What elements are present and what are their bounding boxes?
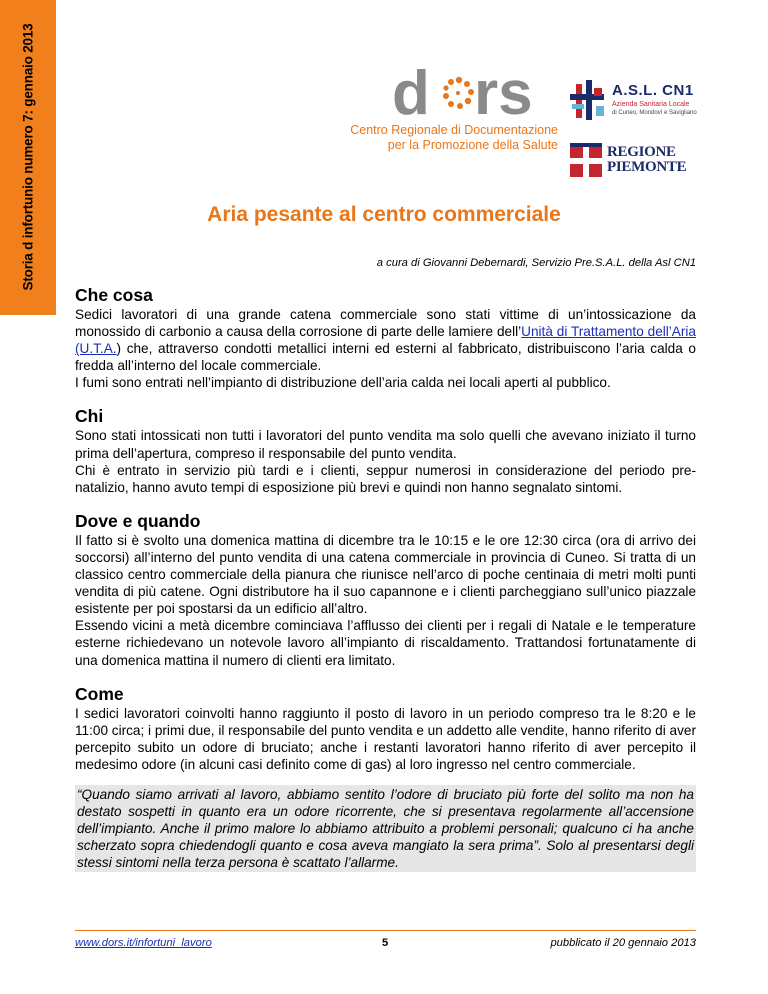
testimony-quote: “Quando siamo arrivati al lavoro, abbiamo sentito l’odore di bruciato più forte del solito ma non ha destato sospetti in quanto era un odore ricorrente, che si presentava regolarmente all’accensione dell’impianto. Anche il primo malore lo abbiamo attribuito a problemi personali; qualcuno ci ha anche scherzato sopra chiedendogli quanto e cosa aveva mangiato la sera prima”. Solo al presentarsi degli stessi sintomi nella terza persona è scattato l’allarme.: [75, 785, 696, 872]
page-title: Aria pesante al centro commerciale: [207, 203, 561, 226]
section-come: [75, 683, 696, 873]
sidebar-band: [0, 0, 56, 315]
section-che-cosa: [75, 284, 696, 391]
asl-subtitle: Azienda Sanitaria Locale: [612, 101, 690, 108]
section-paragraph: Sono stati intossicati non tutti i lavoratori del punto vendita ma solo quelli che avevano iniziato il turno prima dell’apertura, compreso il responsabile del punto vendita.: [75, 428, 696, 461]
footer-divider: [75, 930, 696, 931]
regione-text: [607, 145, 686, 175]
dors-letter-d: d: [392, 62, 430, 122]
sidebar-title: Storia d infortunio numero 7: gennaio 2013: [20, 23, 36, 291]
dors-subtitle-line2: per la Promozione della Salute: [387, 138, 558, 152]
section-paragraph: Chi è entrato in servizio più tardi e i clienti, seppur numerosi in considerazione del periodo pre-natalizio, hanno avuto tempi di esposizione più brevi e quindi non hanno segnalato sintomi.: [75, 462, 696, 495]
section-chi: [75, 405, 696, 495]
regione-line1: REGIONE: [607, 144, 676, 160]
section-paragraph: [75, 306, 696, 374]
article-body: [75, 284, 696, 886]
regione-line2: PIEMONTE: [607, 159, 687, 175]
page-number: 5: [382, 937, 389, 949]
section-heading: Come: [75, 683, 124, 704]
section-heading: Chi: [75, 406, 104, 427]
uta-link[interactable]: Unità di Trattamento dell’Aria (U.T.A.: [75, 324, 696, 357]
section-paragraph: I sedici lavoratori coinvolti hanno raggiunto il posto di lavoro in un periodo compreso tra le 8:20 e le 11:00 circa; i primi due, il responsabile del punto vendita e un addetto alle vendite, hanno riferito di aver percepito subito un odore di bruciato; anche i restanti lavoratori hanno riferito di aver percepito il medesimo odore (in alcuni casi definito come di gas) al loro ingresso nel centro commerciale.: [75, 705, 696, 772]
dors-sun-icon: [443, 77, 474, 109]
paragraph-text: Sedici lavoratori di una grande catena commerciale sono stati vittime di un’intossicazione da monossido di carbonio a causa della corrosione di parte delle lamiere dell’: [75, 307, 696, 340]
section-heading: Dove e quando: [75, 510, 201, 531]
dors-subtitle: [338, 123, 558, 153]
dors-logo: [392, 62, 552, 122]
asl-name: A.S.L. CN1: [612, 82, 694, 99]
dors-subtitle-line1: Centro Regionale di Documentazione: [350, 123, 558, 137]
section-paragraph: I fumi sono entrati nell’impianto di distribuzione dell’aria calda nei locali aperti al pubblico.: [75, 375, 611, 391]
dors-letters-rs: rs: [474, 62, 533, 122]
section-dove-e-quando: [75, 510, 696, 669]
section-paragraph: Essendo vicini a metà dicembre cominciava l’afflusso dei clienti per i regali di Natale e le temperature esterne richiedevano un notevole lavoro all’impianto di riscaldamento. Trattandosi fortunatamente di una domenica mattina il numero di clienti era limitato.: [75, 618, 696, 668]
asl-area: di Cuneo, Mondovì e Savigliano: [612, 110, 697, 116]
piemonte-shield-icon: [570, 143, 602, 177]
publication-date: pubblicato il 20 gennaio 2013: [550, 937, 696, 949]
footer-link[interactable]: www.dors.it/infortuni_lavoro: [75, 937, 212, 949]
byline: a cura di Giovanni Debernardi, Servizio Pre.S.A.L. della Asl CN1: [376, 257, 696, 269]
section-heading: Che cosa: [75, 285, 153, 305]
section-paragraph: Il fatto si è svolto una domenica mattina di dicembre tra le 10:15 e le ore 12:30 circa (ora di arrivo dei soccorsi) all’interno del punto vendita di una catena commerciale in provincia di Cuneo. Si tratta di un classico centro commerciale della pianura che riunisce nell’arco di poche centinaia di metri molti punti vendita di più catene. Ogni distributore ha il suo capannone e i clienti parcheggiano sull’unico piazzale esistente per poi spostarsi da un edificio all’altro.: [75, 532, 696, 617]
paragraph-text: ) che, attraverso condotti metallici interni ed esterni al fabbricato, distribuiscono l’aria calda o fredda all’interno del locale commerciale.: [75, 341, 696, 374]
